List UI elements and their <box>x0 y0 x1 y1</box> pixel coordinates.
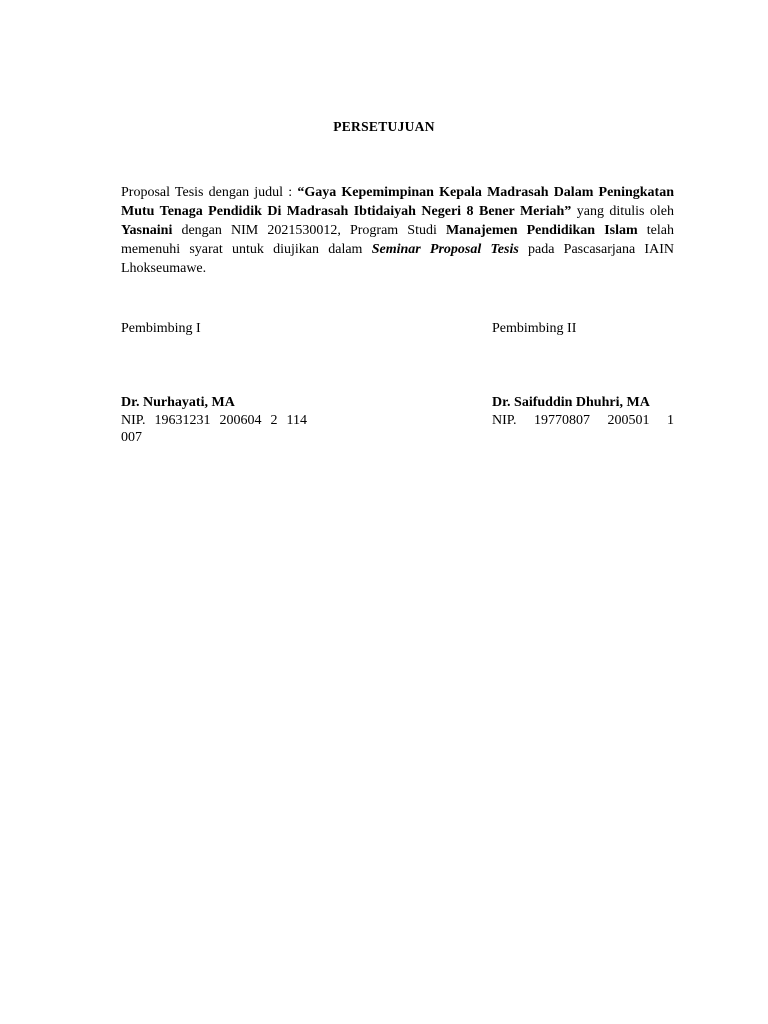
thesis-title: “Gaya Kepemimpinan Kepala Madrasah Dalam Peningkatan Mutu Tenaga Pendidik Di Madrasah Ibtidaiyah Negeri 8 Bener Meriah” <box>121 185 675 219</box>
document-title: PERSETUJUAN <box>333 119 435 134</box>
author-name: Yasnaini <box>121 223 173 238</box>
approval-paragraph <box>121 183 674 278</box>
supervisor-2-role: Pembimbing II <box>492 321 577 336</box>
supervisor-1-role: Pembimbing I <box>121 321 201 336</box>
supervisor-2-name: Dr. Saifuddin Dhuhri, MA <box>492 395 650 410</box>
event-name: Seminar Proposal Tesis <box>371 242 519 257</box>
study-program: Manajemen Pendidikan Islam <box>445 223 638 238</box>
written-by-text: yang ditulis oleh <box>571 204 674 219</box>
supervisor-2-nip: NIP. 19770807 200501 1 <box>492 413 674 428</box>
closing-text: pada Pascasarjana IAIN Lhokseumawe. <box>121 242 674 276</box>
supervisor-1-nip: NIP. 19631231 200604 2 114 007 <box>121 413 307 445</box>
requirement-text: telah memenuhi syarat untuk diujikan dalam <box>121 223 674 257</box>
supervisor-1-name: Dr. Nurhayati, MA <box>121 395 235 410</box>
intro-text: Proposal Tesis dengan judul : <box>121 185 298 200</box>
nim-text: dengan NIM 2021530012, Program Studi <box>172 223 446 238</box>
